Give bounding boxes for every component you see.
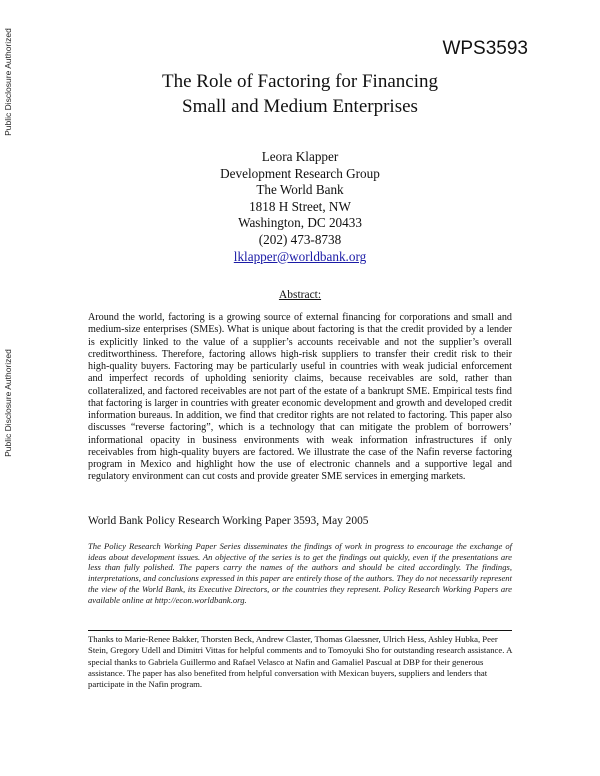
abstract-heading: [150, 289, 450, 301]
acknowledgments: Thanks to Marie-Renee Bakker, Thorsten Beck, Andrew Claster, Thomas Glaessner, Ulrich Hess, Ashley Hubka, Peer Stein, Gregory Udell and Dimitri Vittas for helpful comments and to Tomoyuki Sho for outstanding research assistance. A special thanks to Gabriela Guillermo and Rafael Velasco at Nafin and Gamaliel Pascual at DBP for their generous assistance. The paper has also benefited from helpful conversation with Mexican buyers, suppliers and lenders that participate in the Nafin program.: [88, 634, 512, 690]
paper-title: [90, 69, 510, 119]
author-name: Leora Klapper: [261, 149, 339, 164]
working-paper-citation: World Bank Policy Research Working Paper 3593, May 2005: [88, 515, 369, 527]
author-phone: (202) 473-8738: [258, 231, 342, 247]
abstract-body: Around the world, factoring is a growing source of external financing for corporations and small and medium-size enterprises (SMEs). What is unique about factoring is that the credit provided by a lender is explicitly linked to the value of a supplier’s accounts receivable and not the supplier’s overall creditworthiness. Therefore, factoring allows high-risk suppliers to transfer their credit risk to their high-quality buyers. Factoring may be particularly useful in countries with weak judicial enforcement and imperfect records of upholding seniority claims, because receivables are sold, rather than collateralized, and factored receivables are not part of the estate of a bankrupt SME. Empirical tests find that factoring is larger in countries with greater economic development and growth and developed credit information bureaus. In addition, we find that creditor rights are not related to factoring. This paper also discusses “reverse factoring”, which is a technology that can mitigate the problem of borrowers’ informational opacity in business environments with weak information infrastructures if only receivables from high-quality buyers are factored. We illustrate the case of the Nafin reverse factoring program in Mexico and highlight how the use of electronic channels and a supportive legal and regulatory environment can cut costs and provide greater SME services in emerging markets.: [88, 312, 512, 483]
author-block: [150, 149, 450, 265]
series-disclaimer: The Policy Research Working Paper Series disseminates the findings of work in progress to encourage the exchange of ideas about development issues. An objective of the series is to get the findings out quickly, even if the presentations are less than fully polished. The papers carry the names of the authors and should be cited accordingly. The findings, interpretations, and conclusions expressed in this paper are entirely those of the authors. They do not necessarily represent the view of the World Bank, its Executive Directors, or the countries they represent. Policy Research Working Papers are available online at http://econ.worldbank.org.: [88, 541, 512, 605]
paper-title-line-1: The Role of Factoring for Financing: [162, 71, 438, 92]
author-group: Development Research Group: [220, 165, 380, 181]
author-street: 1818 H Street, NW: [249, 198, 351, 214]
report-number: WPS3593: [442, 38, 528, 59]
footnote-divider: [88, 630, 512, 631]
author-organization: The World Bank: [256, 182, 344, 198]
disclosure-label-top: [0, 14, 16, 150]
disclosure-label-bottom-text: Public Disclosure Authorized: [3, 349, 14, 457]
author-city: Washington, DC 20433: [238, 215, 362, 231]
disclosure-label-bottom: [0, 333, 16, 473]
author-email-link[interactable]: lklapper@worldbank.org: [233, 248, 367, 264]
disclosure-label-top-text: Public Disclosure Authorized: [3, 28, 14, 136]
paper-title-line-2: Small and Medium Enterprises: [182, 96, 418, 117]
abstract-heading-text: Abstract:: [278, 289, 322, 301]
